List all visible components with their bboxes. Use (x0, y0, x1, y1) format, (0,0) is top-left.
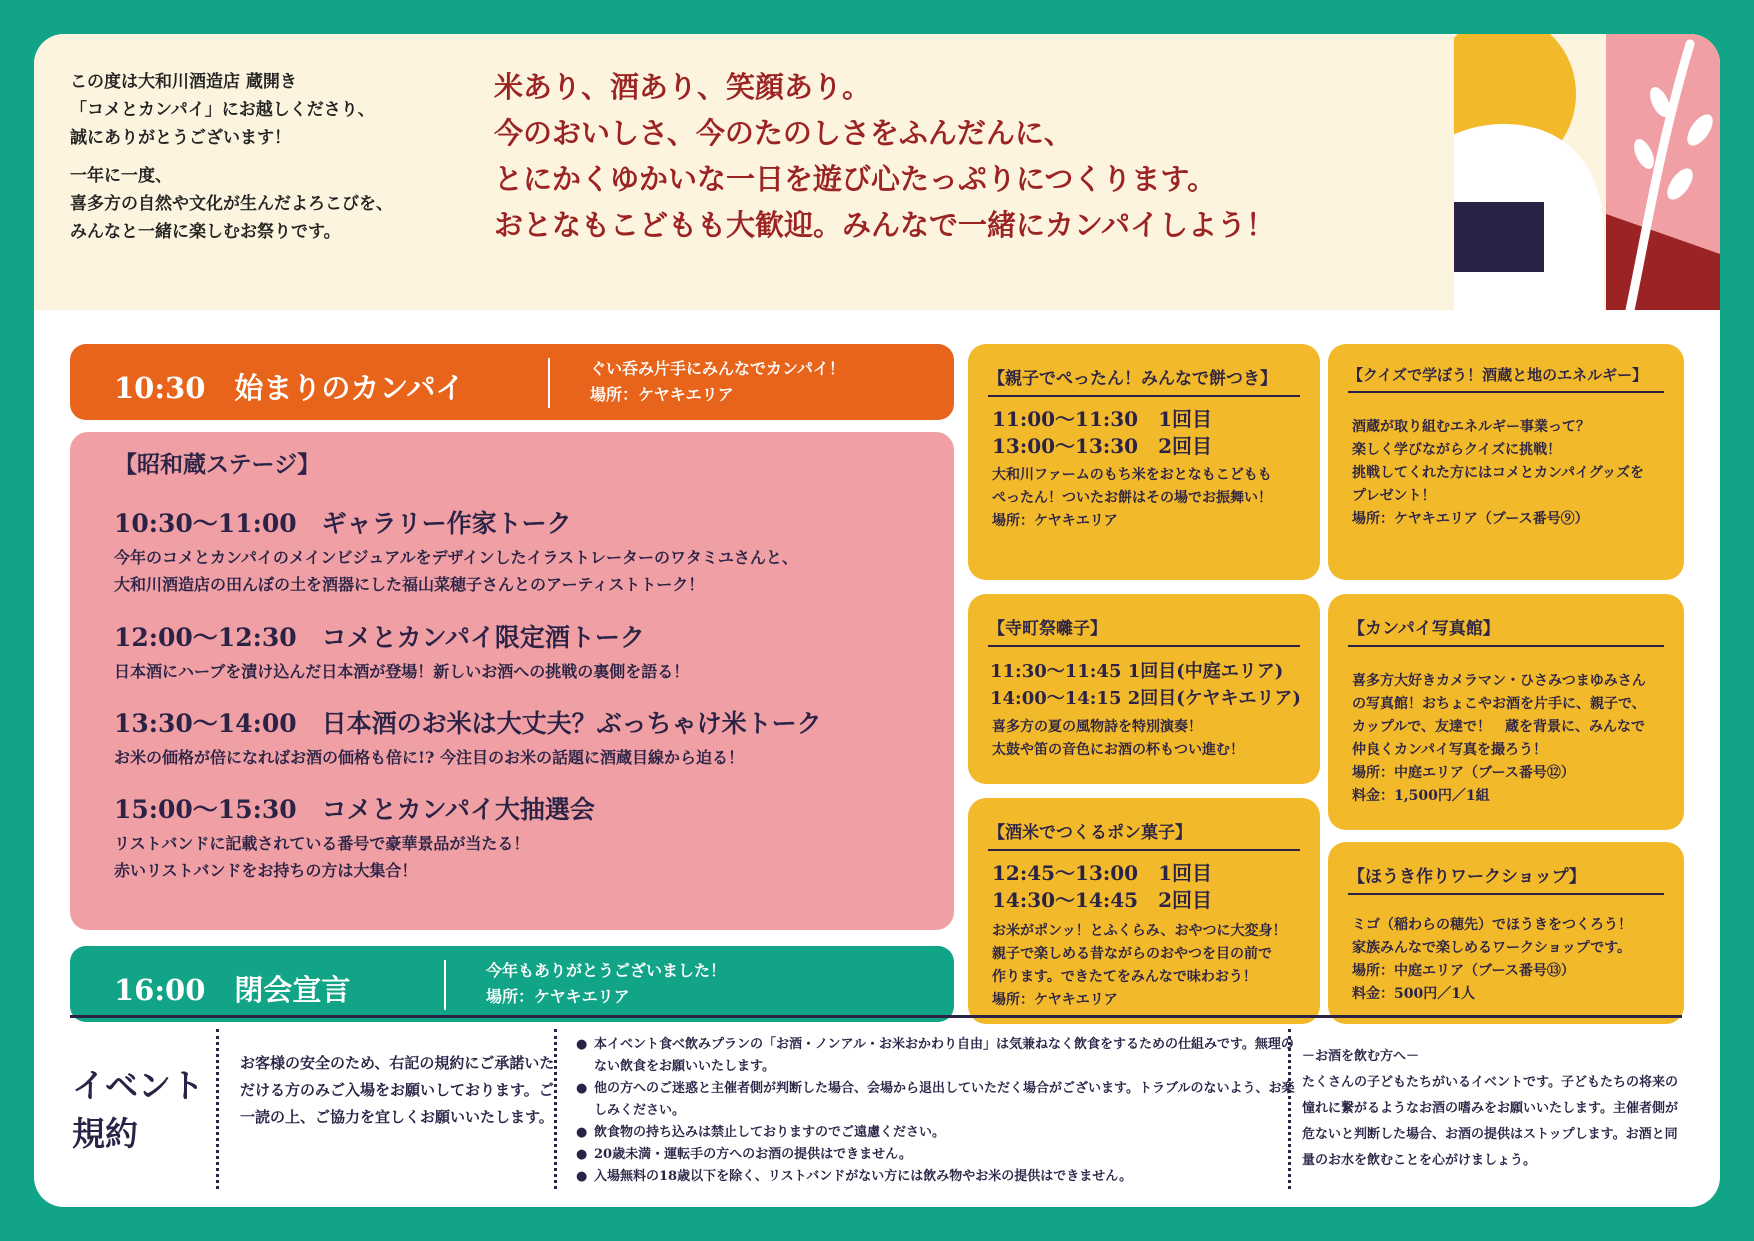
closing-banner (70, 946, 954, 1022)
rules-item (576, 1122, 1302, 1144)
card-title: 【寺町祭囃子】 (988, 614, 1300, 647)
event-card-pongashi (968, 798, 1320, 1024)
bullet-icon: ● (576, 1081, 588, 1096)
slogan (494, 64, 1494, 248)
rules-separator (1288, 1029, 1291, 1189)
flyer-sheet (34, 34, 1720, 1207)
program-desc: 日本酒にハーブを漬け込んだ日本酒が登場！新しいお酒への挑戦の裏側を語る！ (114, 662, 690, 681)
rules-item-text: 入場無料の18歳以下を除く、リストバンドがない方には飲み物やお米の提供はできません。 (594, 1169, 1133, 1184)
slogan-line-2: 今のおいしさ、今のたのしさをふんだんに、 (494, 116, 1073, 150)
rules-item-text: 20歳未満・運転手の方へのお酒の提供はできません。 (594, 1147, 912, 1162)
rules-intro: お客様の安全のため、右記の規約にご承諾いただける方のみご入場をお願いしております。ご一読の上、ご協力を宜しくお願いいたします。 (240, 1054, 555, 1126)
event-card-quiz (1328, 344, 1684, 580)
bullet-icon: ● (576, 1169, 588, 1184)
rules-item-text: 飲食物の持ち込みは禁止しておりますのでご遠慮ください。 (594, 1125, 946, 1140)
program-heading: 12:00～12:30 コメとカンパイ限定酒トーク (114, 623, 645, 652)
rules-separator (554, 1029, 557, 1189)
card-schedule: 11:30～11:45 1回目(中庭エリア) 14:00～14:15 2回目(ケヤキエリア) (990, 661, 1301, 709)
bullet-icon: ● (576, 1147, 588, 1162)
program-desc: お米の価格が倍になればお酒の価格も倍に!? 今注目のお米の話題に酒蔵目線から迫る！ (114, 748, 744, 767)
card-body: 大和川ファームのもち米をおとなもこどもも ぺったん！ついたお餅はその場でお振舞い！ 場所：ケヤキエリア (992, 467, 1272, 529)
rules-item (576, 1078, 1302, 1122)
program-heading: 10:30～11:00 ギャラリー作家トーク (114, 509, 572, 538)
rules-list (576, 1034, 1302, 1188)
intro-paragraph-1: この度は大和川酒造店 蔵開き 「コメとカンパイ」にお越しくださり、 誠にありがとうございます！ (70, 72, 375, 148)
event-card-bayashi (968, 594, 1320, 784)
rules-separator (216, 1029, 219, 1189)
drinkers-text: たくさんの子どもたちがいるイベントです。子どもたちの将来の憧れに繋がるようなお酒の嗜みをお願いいたします。主催者側が危ないと判断した場合、お酒の提供はストップします。お酒と同量のお水を飲むことを心がけましょう。 (1302, 1075, 1678, 1168)
program-heading: 15:00～15:30 コメとカンパイ大抽選会 (114, 795, 595, 824)
bullet-icon: ● (576, 1125, 588, 1140)
card-body: 喜多方大好きカメラマン・ひさみつまゆみさん の写真館！おちょこやお酒を片手に、親子で、 カップルで、友達で！ 蔵を背景に、みんなで 仲良くカンパイ写真を撮ろう！ 場所：中庭エリア（ブース番号⑫） 料金：1,500円／1組 (1352, 673, 1646, 804)
slogan-line-1: 米あり、酒あり、笑顔あり。 (494, 70, 872, 104)
stage-program (114, 790, 944, 884)
card-body: ミゴ（稲わらの穂先）でほうきをつくろう！ 家族みんなで楽しめるワークショップです。 場所：中庭エリア（ブース番号⑬） 料金：500円／1人 (1352, 917, 1632, 1002)
opening-desc: ぐい呑み片手にみんなでカンパイ！ 場所：ケヤキエリア (590, 359, 845, 404)
opening-banner (70, 344, 954, 420)
card-body: 喜多方の夏の風物詩を特別演奏！ 太鼓や笛の音色にお酒の杯もつい進む！ (992, 719, 1244, 758)
card-schedule: 12:45～13:00 1回目 14:30～14:45 2回目 (992, 861, 1213, 912)
rice-and-sake-illustration (1454, 34, 1720, 310)
card-title: 【ほうき作りワークショップ】 (1348, 862, 1664, 895)
program-desc: 今年のコメとカンパイのメインビジュアルをデザインしたイラストレーターのワタミユさんと、 大和川酒造店の田んぼの土を酒器にした福山菜穂子さんとのアーティストトーク！ (114, 548, 798, 594)
drinkers-note (1302, 1044, 1682, 1174)
card-title: 【酒米でつくるポン菓子】 (988, 818, 1300, 851)
header-band (34, 34, 1720, 310)
stage-program (114, 504, 944, 598)
stage-program (114, 618, 944, 685)
closing-title: 16:00 閉会宣言 (114, 973, 351, 1007)
slogan-line-3: とにかくゆかいな一日を遊び心たっぷりにつくります。 (494, 162, 1217, 196)
rules-item (576, 1166, 1302, 1188)
intro-paragraph-2: 一年に一度、 喜多方の自然や文化が生んだよろこびを、 みんなと一緒に楽しむお祭りです。 (70, 166, 393, 242)
showa-stage-panel (70, 432, 954, 930)
card-title: 【親子でぺったん！みんなで餅つき】 (988, 364, 1300, 397)
bullet-icon: ● (576, 1037, 588, 1052)
closing-divider (444, 960, 446, 1010)
intro-text (70, 68, 470, 256)
closing-desc: 今年もありがとうございました！ 場所：ケヤキエリア (486, 961, 727, 1006)
stage-program (114, 704, 944, 771)
card-body: お米がポンッ！とふくらみ、おやつに大変身！ 親子で楽しめる昔ながらのおやつを目の前で 作ります。できたてをみんなで味わおう！ 場所：ケヤキエリア (992, 923, 1287, 1008)
rules-item-text: 他の方へのご迷惑と主催者側が判断した場合、会場から退出していただく場合がございます。トラブルのないよう、お楽しみください。 (594, 1081, 1295, 1118)
card-title: 【カンパイ写真館】 (1348, 614, 1664, 647)
event-card-photo (1328, 594, 1684, 830)
program-desc: リストバンドに記載されている番号で豪華景品が当たる！ 赤いリストバンドをお持ちの方は大集合！ (114, 834, 530, 880)
rules-item (576, 1144, 1302, 1166)
rules-title: イベント 規約 (72, 1066, 204, 1153)
opening-divider (548, 358, 550, 408)
opening-title: 10:30 始まりのカンパイ (114, 371, 465, 405)
slogan-line-4: おとなもこどもも大歓迎。みんなで一緒にカンパイしよう！ (494, 208, 1275, 242)
drinkers-title: －お酒を飲む方へ－ (1302, 1049, 1420, 1064)
card-body: 酒蔵が取り組むエネルギー事業って？ 楽しく学びながらクイズに挑戦！ 挑戦してくれた方にはコメとカンパイグッズを プレゼント！ 場所：ケヤキエリア（ブース番号⑨） (1352, 419, 1645, 527)
rules-item (576, 1034, 1302, 1078)
card-title: 【クイズで学ぼう！酒蔵と地のエネルギー】 (1348, 364, 1664, 393)
event-card-mochi (968, 344, 1320, 580)
card-schedule: 11:00～11:30 1回目 13:00～13:30 2回目 (992, 407, 1213, 458)
rules-divider (70, 1015, 1682, 1018)
rules-item-text: 本イベント食べ飲みプランの「お酒・ノンアル・お米おかわり自由」は気兼ねなく飲食をするための仕組みです。無理のない飲食をお願いいたします。 (594, 1037, 1294, 1074)
program-heading: 13:30～14:00 日本酒のお米は大丈夫？ぶっちゃけ米トーク (114, 709, 822, 738)
event-card-broom (1328, 842, 1684, 1024)
stage-title: 【昭和蔵ステージ】 (114, 451, 321, 478)
